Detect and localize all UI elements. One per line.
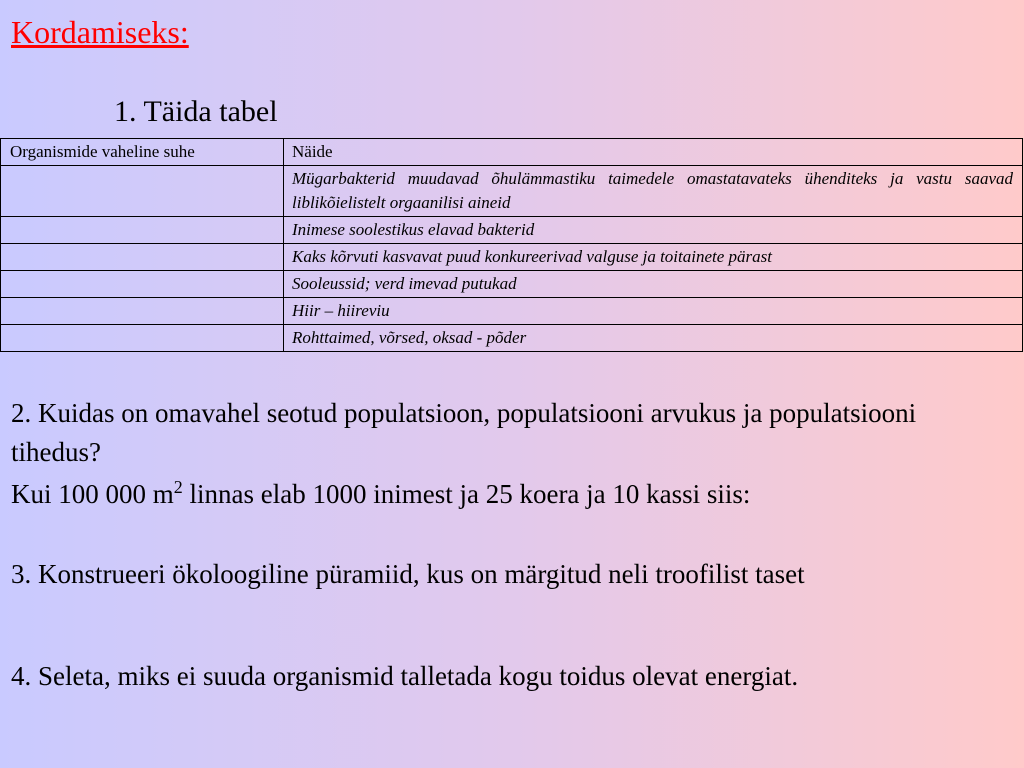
task-2-superscript: 2 xyxy=(173,477,183,497)
table-row xyxy=(1,217,1023,244)
example-cell: Inimese soolestikus elavad bakterid xyxy=(284,217,1023,244)
header-example: Näide xyxy=(284,139,1023,166)
relation-cell[interactable] xyxy=(1,244,284,271)
relation-cell[interactable] xyxy=(1,271,284,298)
example-cell: Sooleussid; verd imevad putukad xyxy=(284,271,1023,298)
task-2-population-line xyxy=(11,475,750,514)
relation-cell[interactable] xyxy=(1,217,284,244)
example-cell: Kaks kõrvuti kasvavat puud konkureerivad valguse ja toitainete pärast xyxy=(284,244,1023,271)
slide-title: Kordamiseks: xyxy=(11,14,189,50)
header-relation: Organismide vaheline suhe xyxy=(1,139,284,166)
task-4-question: 4. Seleta, miks ei suuda organismid talletada kogu toidus olevat energiat. xyxy=(11,661,799,691)
relation-cell[interactable] xyxy=(1,325,284,352)
task-2-suffix: linnas elab 1000 inimest ja 25 koera ja 10 kassi siis: xyxy=(182,479,751,509)
table-row xyxy=(1,271,1023,298)
table-row xyxy=(1,325,1023,352)
task-2-prefix: Kui 100 000 m xyxy=(11,479,174,509)
example-cell: Rohttaimed, võrsed, oksad - põder xyxy=(284,325,1023,352)
task-1-label: 1. Täida tabel xyxy=(114,95,278,128)
relation-cell[interactable] xyxy=(1,166,284,217)
relation-cell[interactable] xyxy=(1,298,284,325)
task-3-question: 3. Konstrueeri ökoloogiline püramiid, kus on märgitud neli troofilist taset xyxy=(11,559,805,589)
table-row xyxy=(1,244,1023,271)
task-2-question: 2. Kuidas on omavahel seotud populatsioon, populatsiooni arvukus ja populatsiooni tihedus? xyxy=(11,398,917,467)
table-row xyxy=(1,298,1023,325)
example-cell: Mügarbakterid muudavad õhulämmastiku taimedele omastatavateks ühenditeks ja vastu saavad liblikõielistelt orgaanilisi aineid xyxy=(284,166,1023,217)
table-header-row xyxy=(1,139,1023,166)
table-row xyxy=(1,166,1023,217)
relations-table xyxy=(0,138,1023,352)
example-cell: Hiir – hiireviu xyxy=(284,298,1023,325)
